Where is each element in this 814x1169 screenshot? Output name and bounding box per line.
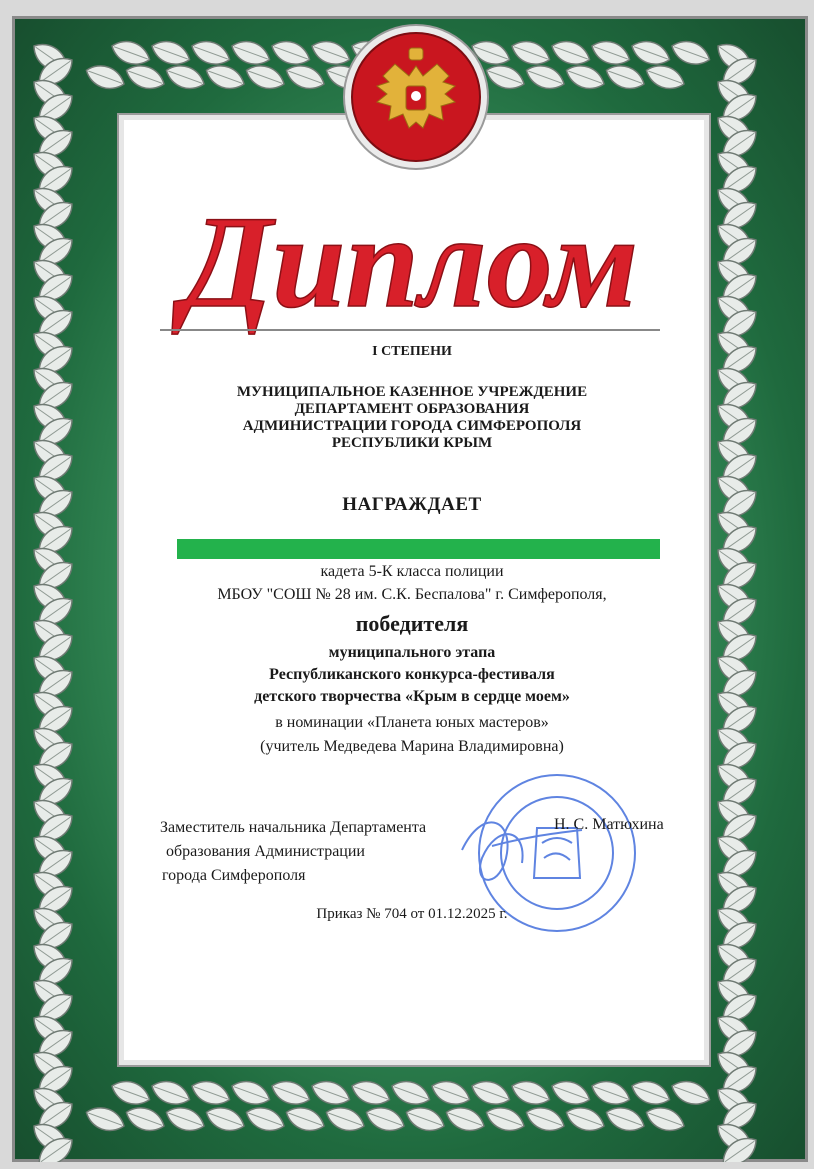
institution-line: ДЕПАРТАМЕНТ ОБРАЗОВАНИЯ [294, 401, 530, 417]
position-line: Заместитель начальника Департамента [160, 819, 427, 836]
contest-line: муниципального этапа [328, 644, 496, 661]
institution-line: АДМИНИСТРАЦИИ ГОРОДА СИМФЕРОПОЛЯ [242, 418, 582, 434]
signatory-position [160, 816, 426, 888]
winner-label: победителя [355, 611, 469, 636]
contest-line: Республиканского конкурса-фестиваля [269, 666, 555, 683]
student-line: кадета 5-К класса полиции [320, 563, 504, 580]
svg-text:Диплом: Диплом [181, 188, 639, 335]
nomination-line: в номинации «Планета юных мастеров» [275, 714, 549, 731]
awards-heading: НАГРАЖДАЕТ [342, 494, 482, 515]
institution-line: РЕСПУБЛИКИ КРЫМ [331, 435, 493, 451]
contest-line: детского творчества «Крым в сердце моем» [254, 688, 570, 705]
signatory-name: Н. С. Матюхина [554, 816, 664, 833]
degree-label: I СТЕПЕНИ [372, 344, 452, 359]
institution-name [112, 384, 712, 452]
diploma-title [140, 168, 680, 338]
institution-line: МУНИЦИПАЛЬНОЕ КАЗЕННОЕ УЧРЕЖДЕНИЕ [236, 384, 588, 400]
contest-stage [112, 642, 712, 708]
redacted-name-bar [177, 539, 660, 559]
school-line: МБОУ "СОШ № 28 им. С.К. Беспалова" г. Симферополя, [217, 586, 607, 603]
coat-of-arms-emblem [343, 24, 489, 170]
order-reference: Приказ № 704 от 01.12.2025 г. [316, 906, 508, 922]
position-line: города Симферополя [162, 867, 306, 884]
teacher-line: (учитель Медведева Марина Владимировна) [260, 738, 564, 755]
position-line: образования Администрации [166, 843, 365, 860]
